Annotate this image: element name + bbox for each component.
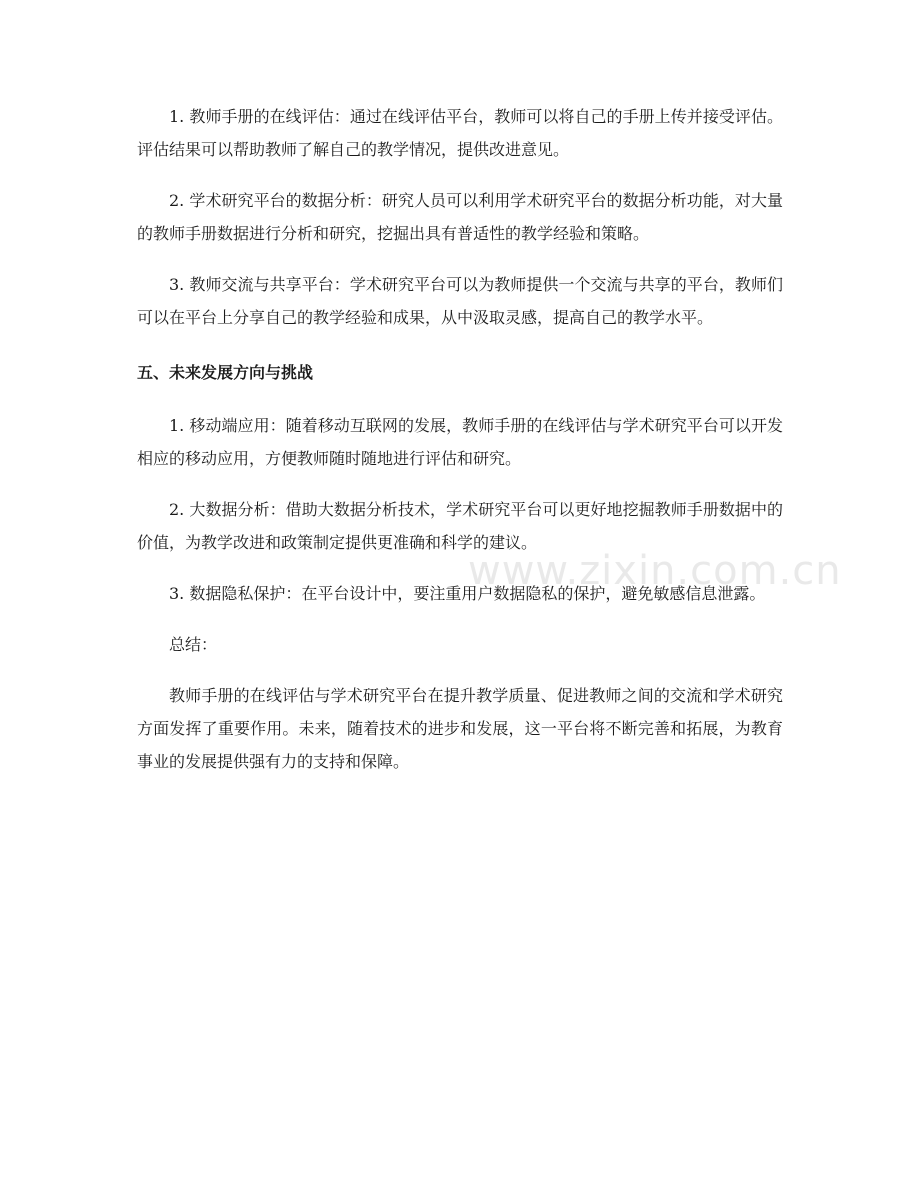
paragraph-privacy: 3. 数据隐私保护：在平台设计中，要注重用户数据隐私的保护，避免敏感信息泄露。 [169,584,766,603]
paragraph-online-evaluation: 1. 教师手册的在线评估：通过在线评估平台，教师可以将自己的手册上传并接受评估。评估结果可以帮助教师了解自己的教学情况，提供改进意见。 [137,107,783,159]
section-heading: 五、未来发展方向与挑战 [137,363,314,382]
paragraph-big-data: 2. 大数据分析：借助大数据分析技术，学术研究平台可以更好地挖掘教师手册数据中的价值，为教学改进和政策制定提供更准确和科学的建议。 [137,500,783,552]
paragraph-exchange-platform: 3. 教师交流与共享平台：学术研究平台可以为教师提供一个交流与共享的平台，教师们可以在平台上分享自己的教学经验和成果，从中汲取灵感，提高自己的教学水平。 [137,275,783,327]
paragraph-mobile-app: 1. 移动端应用：随着移动互联网的发展，教师手册的在线评估与学术研究平台可以开发相应的移动应用，方便教师随时随地进行评估和研究。 [137,416,783,468]
paragraph-data-analysis: 2. 学术研究平台的数据分析：研究人员可以利用学术研究平台的数据分析功能，对大量的教师手册数据进行分析和研究，挖掘出具有普适性的教学经验和策略。 [137,191,783,243]
summary-paragraph: 教师手册的在线评估与学术研究平台在提升教学质量、促进教师之间的交流和学术研究方面发挥了重要作用。未来，随着技术的进步和发展，这一平台将不断完善和拓展，为教育事业的发展提供强有力的支持和保障。 [137,686,783,771]
summary-label: 总结： [169,635,218,654]
watermark: www.zixin.com.cn [468,548,842,594]
document-body [137,100,783,778]
